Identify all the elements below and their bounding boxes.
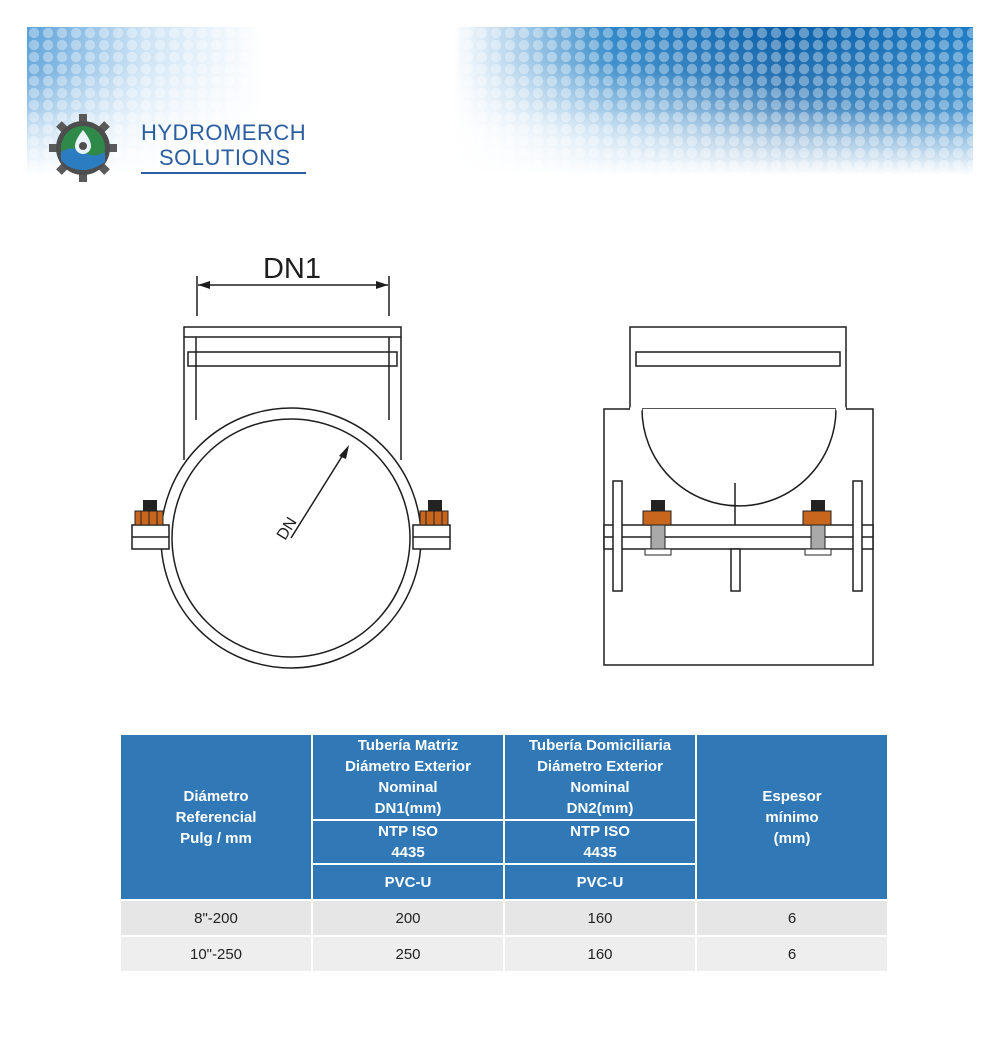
dn1-arrow-right-icon <box>376 281 388 289</box>
cell-dn1: 250 <box>312 936 504 971</box>
dn-arrow-icon <box>339 445 349 459</box>
bolt-right-icon <box>420 500 448 525</box>
outlet-top-rim <box>184 327 401 337</box>
outlet-band <box>188 352 397 366</box>
header-material-domiciliaria: PVC-U <box>504 864 696 900</box>
brand-underline <box>141 172 306 174</box>
side-view <box>604 327 873 665</box>
table-row <box>120 900 888 936</box>
header-norm-domiciliaria: NTP ISO 4435 <box>504 820 696 864</box>
brand-line-2: SOLUTIONS <box>159 145 291 170</box>
side-outlet-arc <box>642 409 836 506</box>
header-diametro: Diámetro Referencial Pulg / mm <box>120 734 312 900</box>
bolt-left-icon <box>135 500 163 525</box>
cell-dn2: 160 <box>504 936 696 971</box>
dn1-arrow-left-icon <box>198 281 210 289</box>
header-espesor: Espesor mínimo (mm) <box>696 734 888 900</box>
dn-label: DN <box>273 514 301 544</box>
cell-diametro: 10"-250 <box>120 936 312 971</box>
cell-dn1: 200 <box>312 900 504 936</box>
cell-diametro: 8"-200 <box>120 900 312 936</box>
brand-line-1: HYDROMERCH <box>141 120 307 145</box>
header-tuberia-domiciliaria: Tubería Domiciliaria Diámetro Exterior Nominal DN2(mm) <box>504 734 696 820</box>
dn1-label: DN1 <box>262 253 322 285</box>
cell-dn2: 160 <box>504 900 696 936</box>
header-material-matriz: PVC-U <box>312 864 504 900</box>
header-tuberia-matriz: Tubería Matriz Diámetro Exterior Nominal DN1(mm) <box>312 734 504 820</box>
cell-espesor: 6 <box>696 936 888 971</box>
table-row <box>120 936 888 971</box>
technical-drawing <box>0 190 1000 690</box>
specifications-table <box>119 733 889 971</box>
header-norm-matriz: NTP ISO 4435 <box>312 820 504 864</box>
logo-gear-icon <box>47 112 119 184</box>
brand-name <box>141 120 306 170</box>
cell-espesor: 6 <box>696 900 888 936</box>
